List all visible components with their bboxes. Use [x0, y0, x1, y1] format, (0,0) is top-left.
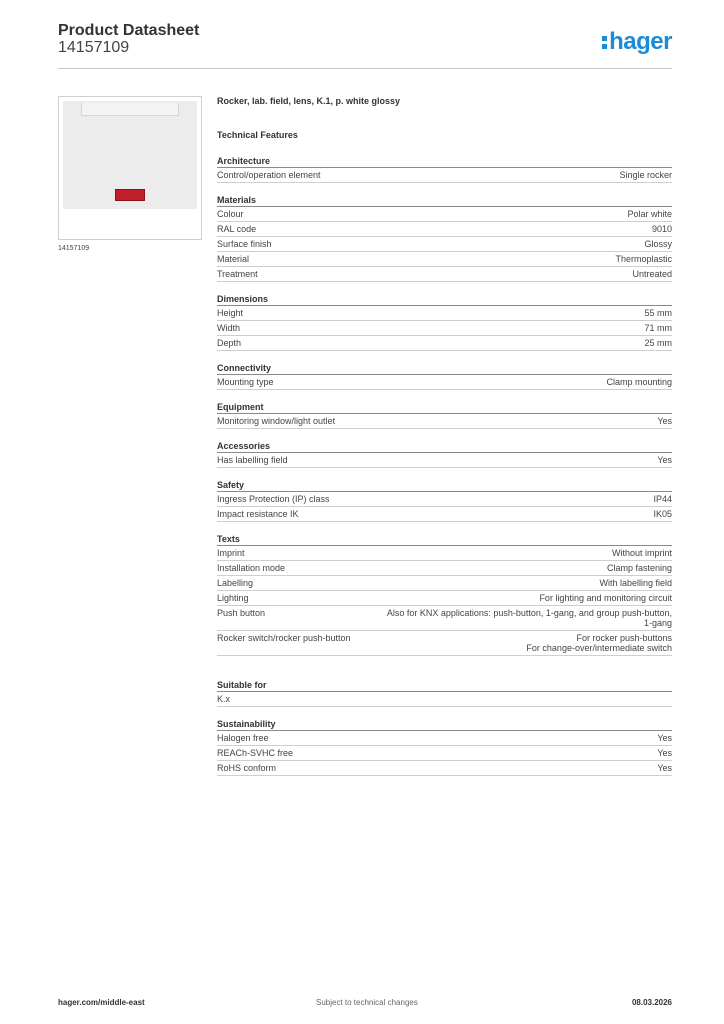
- spec-row: [217, 731, 672, 746]
- spec-row: [217, 375, 672, 390]
- spec-row: [217, 168, 672, 183]
- logo-dots-icon: [602, 33, 608, 51]
- spec-section: [217, 718, 672, 776]
- header-divider: [58, 68, 672, 69]
- section-title: Suitable for: [217, 679, 672, 692]
- page-footer: [58, 998, 672, 1010]
- spec-key: Monitoring window/light outlet: [217, 416, 336, 426]
- spec-section: [217, 155, 672, 183]
- spec-value: Also for KNX applications: push-button, 1-gang, and group push-button, 1-gang: [386, 608, 672, 628]
- spec-section: [217, 194, 672, 282]
- spec-key: Rocker switch/rocker push-button: [217, 633, 351, 643]
- spec-row: [217, 492, 672, 507]
- spec-row: [217, 414, 672, 429]
- spec-key: Mounting type: [217, 377, 274, 387]
- section-title: Connectivity: [217, 362, 672, 375]
- section-title: Accessories: [217, 440, 672, 453]
- spec-value: Clamp fastening: [606, 563, 672, 573]
- hager-logo: [602, 28, 672, 56]
- logo-text: hager: [609, 28, 672, 55]
- spec-value: IK05: [653, 509, 672, 519]
- spec-key: RoHS conform: [217, 763, 277, 773]
- section-title: Sustainability: [217, 718, 672, 731]
- spec-value: Without imprint: [611, 548, 672, 558]
- spec-key: Has labelling field: [217, 455, 288, 465]
- spec-row: [217, 507, 672, 522]
- labelling-field-graphic: [81, 103, 179, 116]
- spec-row: [217, 591, 672, 606]
- document-number: 14157109: [58, 39, 130, 56]
- footer-website: hager.com/middle-east: [58, 998, 145, 1007]
- spec-value: Yes: [657, 733, 672, 743]
- spec-row: [217, 453, 672, 468]
- spec-key: Labelling: [217, 578, 254, 588]
- spec-key: Depth: [217, 338, 242, 348]
- product-name: Rocker, lab. field, lens, K.1, p. white glossy: [217, 96, 401, 106]
- spec-sections: [217, 155, 672, 776]
- spec-row: [217, 336, 672, 351]
- spec-section: [217, 479, 672, 522]
- spec-section: [217, 679, 672, 707]
- spec-value: 71 mm: [644, 323, 672, 333]
- spec-value: With labelling field: [599, 578, 672, 588]
- spec-section: [217, 401, 672, 429]
- spec-row: [217, 746, 672, 761]
- spec-key: Lighting: [217, 593, 249, 603]
- section-title: Materials: [217, 194, 672, 207]
- section-title: Dimensions: [217, 293, 672, 306]
- spec-value: Yes: [657, 416, 672, 426]
- spec-value: For rocker push-buttons For change-over/intermediate switch: [526, 633, 672, 653]
- spec-key: Treatment: [217, 269, 258, 279]
- technical-features-heading: Technical Features: [217, 130, 298, 140]
- document-title: Product Datasheet: [58, 22, 200, 39]
- spec-value: For lighting and monitoring circuit: [539, 593, 672, 603]
- spec-section: [217, 440, 672, 468]
- section-title: Equipment: [217, 401, 672, 414]
- red-lens-graphic: [115, 189, 145, 201]
- spec-row: [217, 267, 672, 282]
- datasheet-content: [217, 96, 672, 776]
- spec-key: Halogen free: [217, 733, 269, 743]
- product-image: [63, 101, 197, 209]
- spec-row: [217, 306, 672, 321]
- spec-key: Control/operation element: [217, 170, 321, 180]
- spec-key: Colour: [217, 209, 244, 219]
- spec-row: [217, 692, 672, 707]
- spec-key: Installation mode: [217, 563, 286, 573]
- spec-row: [217, 321, 672, 336]
- spec-key: Surface finish: [217, 239, 272, 249]
- section-title: Texts: [217, 533, 672, 546]
- spec-value: Single rocker: [619, 170, 672, 180]
- spec-value: Yes: [657, 763, 672, 773]
- spec-value: Untreated: [632, 269, 672, 279]
- section-title: Architecture: [217, 155, 672, 168]
- spec-key: Push button: [217, 608, 266, 618]
- spec-value: Thermoplastic: [615, 254, 672, 264]
- spec-key: Height: [217, 308, 244, 318]
- spec-value: 9010: [651, 224, 672, 234]
- footer-note: Subject to technical changes: [316, 998, 418, 1007]
- spec-section: [217, 362, 672, 390]
- spec-value: 55 mm: [644, 308, 672, 318]
- spec-value: Yes: [657, 455, 672, 465]
- page-header: [58, 22, 672, 68]
- spec-key: Ingress Protection (IP) class: [217, 494, 330, 504]
- spec-key: REACh-SVHC free: [217, 748, 294, 758]
- spec-row: [217, 207, 672, 222]
- spec-value: Glossy: [644, 239, 672, 249]
- spec-row: [217, 761, 672, 776]
- spec-value: IP44: [653, 494, 672, 504]
- spec-row: [217, 631, 672, 656]
- spec-value: Yes: [657, 748, 672, 758]
- spec-key: Impact resistance IK: [217, 509, 299, 519]
- spec-row: [217, 561, 672, 576]
- product-image-frame: [58, 96, 202, 240]
- spec-row: [217, 252, 672, 267]
- spec-value: 25 mm: [644, 338, 672, 348]
- product-image-caption: 14157109: [58, 245, 90, 252]
- spec-value: Polar white: [627, 209, 672, 219]
- spec-row: [217, 576, 672, 591]
- spec-key: Material: [217, 254, 250, 264]
- spec-row: [217, 237, 672, 252]
- spec-key: K.x: [217, 694, 231, 704]
- section-title: Safety: [217, 479, 672, 492]
- spec-row: [217, 222, 672, 237]
- spec-row: [217, 546, 672, 561]
- spec-key: Width: [217, 323, 241, 333]
- footer-date: 08.03.2026: [631, 998, 672, 1007]
- spec-key: RAL code: [217, 224, 257, 234]
- spec-section: [217, 293, 672, 351]
- spec-section: [217, 533, 672, 656]
- spec-row: [217, 606, 672, 631]
- spec-key: Imprint: [217, 548, 245, 558]
- spec-value: Clamp mounting: [606, 377, 672, 387]
